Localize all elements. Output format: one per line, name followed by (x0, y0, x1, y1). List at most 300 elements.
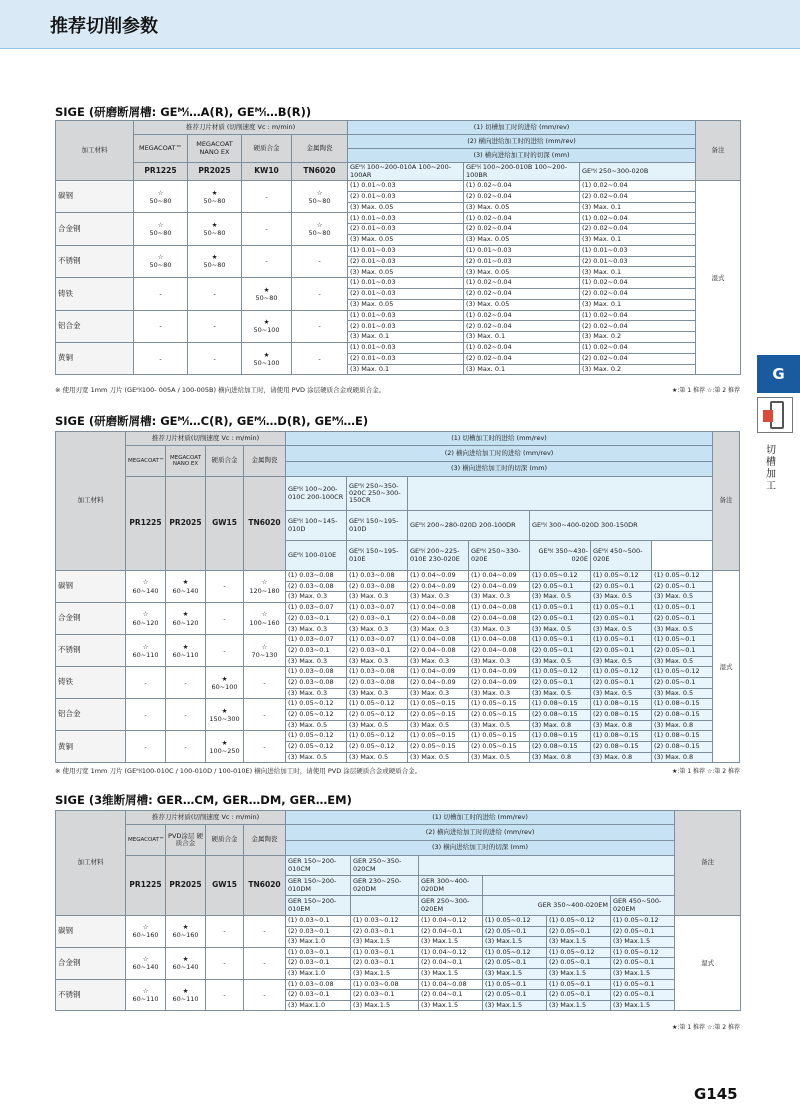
param-value: (2) 0.05~0.15 (469, 742, 530, 753)
grade-speed: - (292, 278, 348, 310)
grade-speed: ★ 60~140 (166, 571, 206, 603)
param-value: (1) 0.02~0.04 (464, 213, 580, 224)
section-tab-label: 切槽加工 (766, 445, 776, 492)
grade-speed: - (126, 667, 166, 699)
param-value: (1) 0.01~0.03 (464, 245, 580, 256)
param-value: (2) 0.05~0.1 (652, 645, 713, 656)
param-value: (1) 0.03~0.08 (286, 571, 347, 582)
param-value: (2) 0.05~0.15 (408, 709, 469, 720)
param-value: (2) 0.01~0.03 (348, 256, 464, 267)
param-value: (3) Max. 0.3 (408, 656, 469, 667)
param-value: (2) 0.02~0.04 (464, 224, 580, 235)
param-value: (1) 0.05~0.1 (652, 635, 713, 646)
param-value: (3) Max. 0.3 (469, 656, 530, 667)
param-value: (1) 0.01~0.03 (348, 342, 464, 353)
param-value: (3) Max. 0.3 (286, 688, 347, 699)
param-value: (1) 0.04~0.08 (469, 635, 530, 646)
param-value: (1) 0.02~0.04 (580, 213, 696, 224)
table-row (56, 245, 741, 256)
param-value: (1) 0.05~0.12 (611, 947, 675, 958)
param-value: (3) Max. 0.5 (652, 592, 713, 603)
param-value: (1) 0.01~0.03 (348, 181, 464, 192)
grade-speed: ☆ 50~80 (292, 213, 348, 245)
empty-cell (483, 876, 675, 896)
param-value: (3) Max. 0.5 (591, 688, 652, 699)
code-gw15: GW15 (206, 477, 244, 571)
param-value: (3) Max.1.5 (419, 968, 483, 979)
param-value: (2) 0.04~0.08 (469, 645, 530, 656)
param-value: (3) Max. 0.05 (348, 299, 464, 310)
grade-speed: ☆ 60~120 (126, 603, 166, 635)
grade-speed: ☆ 50~80 (292, 181, 348, 213)
param-value: (3) Max. 0.5 (286, 720, 347, 731)
param-value: (3) Max. 0.5 (652, 688, 713, 699)
table-row (56, 731, 740, 742)
code-pr1225: PR1225 (134, 163, 188, 181)
grade-speed: ★ 50~80 (188, 245, 242, 277)
insert-group-e6: GEᴹ⁄ₗ 450~500-020E (591, 541, 652, 571)
param-value: (3) Max. 0.8 (530, 752, 591, 763)
cond-2: (2) 横向进给加工时的进给 (mm/rev) (348, 135, 696, 149)
grade-speed: ★ 100~250 (206, 731, 244, 763)
grade-speed: - (244, 947, 286, 979)
param-value: (3) Max. 0.05 (348, 234, 464, 245)
param-value: (1) 0.03~0.12 (351, 916, 419, 927)
param-value: (3) Max. 0.05 (464, 299, 580, 310)
mat-label: 加工材料 (56, 121, 134, 181)
material-name: 铝合金 (56, 310, 134, 342)
grade-cermet: 金属陶瓷 (244, 825, 286, 856)
param-value: (2) 0.01~0.03 (348, 288, 464, 299)
param-value: (1) 0.05~0.12 (652, 571, 713, 582)
param-value: (3) Max. 0.8 (591, 752, 652, 763)
grade-megacoat: MEGACOAT™ (126, 446, 166, 477)
param-value: (1) 0.08~0.15 (652, 731, 713, 742)
param-value: (3) Max. 0.3 (286, 624, 347, 635)
material-name: 铝合金 (56, 699, 126, 731)
param-value: (1) 0.05~0.12 (652, 667, 713, 678)
param-value: (2) 0.01~0.03 (348, 353, 464, 364)
mat-label: 加工材料 (56, 811, 126, 916)
param-value: (1) 0.05~0.1 (547, 979, 611, 990)
param-value: (3) Max. 0.3 (408, 688, 469, 699)
param-value: (2) 0.01~0.03 (348, 321, 464, 332)
grade-speed: - (292, 310, 348, 342)
grade-header: 推荐刀片材质 (切削速度 Vc : m/min) (134, 121, 348, 135)
table-row (56, 278, 741, 289)
page-header-band (0, 0, 800, 48)
param-value: (2) 0.03~0.08 (286, 581, 347, 592)
param-value: (1) 0.04~0.08 (408, 603, 469, 614)
insert-group-b: GEᴹ⁄ₗ 100~200-010B 100~200-100BR (464, 163, 580, 181)
param-value: (2) 0.05~0.1 (547, 990, 611, 1001)
param-value: (3) Max.1.5 (547, 937, 611, 948)
param-value: (3) Max.1.5 (351, 968, 419, 979)
grade-speed: - (134, 310, 188, 342)
param-value: (2) 0.03~0.1 (351, 926, 419, 937)
insert-group-d3: GEᴹ⁄ₗ 200~280-020D 200-100DR (408, 511, 530, 541)
param-value: (3) Max. 0.05 (464, 267, 580, 278)
insert-group-dm1: GER 150~200-010DM (286, 876, 351, 896)
param-value: (1) 0.05~0.12 (286, 699, 347, 710)
param-value: (1) 0.05~0.12 (347, 699, 408, 710)
insert-group-e3: GEᴹ⁄ₗ 200~225-010E 230-020E (408, 541, 469, 571)
grade-speed: ☆ 120~180 (244, 571, 286, 603)
param-value: (2) 0.02~0.04 (464, 288, 580, 299)
insert-group-dm3: GER 300~400-020DM (419, 876, 483, 896)
insert-group-d2: GEᴹ⁄ₗ 150~195-010D (347, 511, 408, 541)
grade-header: 推荐刀片材质(切削速度 Vc : m/min) (126, 811, 286, 825)
grade-speed: ☆ 60~110 (126, 635, 166, 667)
material-name: 合金钢 (56, 947, 126, 979)
param-value: (2) 0.05~0.12 (286, 709, 347, 720)
param-value: (3) Max. 0.5 (652, 624, 713, 635)
material-name: 黄铜 (56, 731, 126, 763)
page-title: 推荐切削参数 (50, 16, 158, 37)
grade-speed: ★ 50~80 (188, 181, 242, 213)
remark-wet: 湿式 (696, 181, 741, 375)
param-value: (1) 0.05~0.1 (483, 979, 547, 990)
param-value: (3) Max. 0.3 (347, 624, 408, 635)
param-value: (2) 0.01~0.03 (580, 256, 696, 267)
param-value: (3) Max. 0.1 (464, 332, 580, 343)
cond-2: (2) 横向进给加工时的进给 (mm/rev) (286, 446, 713, 462)
insert-group-e1: GEᴹ⁄ₗ 100-010E (286, 541, 347, 571)
param-value: (1) 0.02~0.04 (580, 278, 696, 289)
param-value: (3) Max. 0.1 (580, 299, 696, 310)
cond-3: (3) 横向进给加工时的切深 (mm) (286, 841, 675, 856)
param-value: (1) 0.05~0.15 (408, 699, 469, 710)
param-value: (2) 0.05~0.1 (547, 926, 611, 937)
header-divider (0, 48, 800, 49)
param-value: (3) Max. 0.2 (580, 364, 696, 375)
param-value: (3) Max. 0.5 (286, 752, 347, 763)
param-value: (2) 0.05~0.1 (483, 958, 547, 969)
material-name: 不锈钢 (56, 245, 134, 277)
param-value: (1) 0.04~0.09 (408, 571, 469, 582)
empty-cell (408, 477, 713, 511)
param-value: (1) 0.04~0.12 (419, 947, 483, 958)
param-value: (3) Max.1.0 (286, 968, 351, 979)
remark-header: 备注 (696, 121, 741, 181)
material-name: 碳钢 (56, 916, 126, 948)
param-value: (3) Max. 0.5 (408, 752, 469, 763)
grade-speed: - (166, 699, 206, 731)
param-value: (3) Max. 0.05 (348, 202, 464, 213)
insert-group-cm2: GER 250~350-020CM (351, 856, 419, 876)
param-value: (2) 0.04~0.08 (408, 645, 469, 656)
param-value: (3) Max.1.0 (286, 1000, 351, 1011)
table-row (56, 979, 741, 990)
param-value: (1) 0.04~0.08 (419, 979, 483, 990)
code-tn6020: TN6020 (292, 163, 348, 181)
param-value: (3) Max. 0.5 (408, 720, 469, 731)
param-value: (2) 0.02~0.04 (464, 191, 580, 202)
param-value: (2) 0.01~0.03 (348, 224, 464, 235)
param-value: (2) 0.03~0.1 (286, 958, 351, 969)
param-value: (2) 0.05~0.1 (591, 645, 652, 656)
insert-group-d4: GEᴹ⁄ₗ 300~400-020D 300-150DR (530, 511, 713, 541)
cond-3: (3) 横向进给加工时的切深 (mm) (286, 462, 713, 477)
param-value: (2) 0.03~0.1 (347, 613, 408, 624)
grade-speed: - (206, 947, 244, 979)
param-value: (2) 0.05~0.1 (591, 581, 652, 592)
param-value: (1) 0.03~0.07 (286, 603, 347, 614)
param-value: (3) Max. 0.3 (408, 624, 469, 635)
param-value: (2) 0.05~0.1 (611, 958, 675, 969)
param-value: (3) Max. 0.5 (469, 752, 530, 763)
param-value: (3) Max. 0.1 (348, 364, 464, 375)
table2 (55, 431, 740, 763)
insert-group-em2: GER 250~300-020EM (419, 896, 483, 916)
grade-speed: - (244, 916, 286, 948)
param-value: (1) 0.03~0.08 (347, 571, 408, 582)
param-value: (2) 0.05~0.12 (347, 709, 408, 720)
param-value: (1) 0.05~0.15 (469, 699, 530, 710)
insert-group-b2: GEᴹ⁄ₗ 250~300-020B (580, 163, 696, 181)
param-value: (2) 0.05~0.1 (652, 677, 713, 688)
table2-title: SIGE (研磨断屑槽: GEᴹ⁄ₗ…C(R), GEᴹ⁄ₗ…D(R), GEᴹ⁄ₗ…E) (55, 414, 369, 428)
code-tn6020: TN6020 (244, 856, 286, 916)
table-row (56, 342, 741, 353)
grade-speed: ★ 50~100 (242, 310, 292, 342)
param-value: (3) Max. 0.1 (464, 364, 580, 375)
param-value: (1) 0.03~0.1 (351, 947, 419, 958)
grade-header: 推荐刀片材质(切削速度 Vc : m/min) (126, 432, 286, 446)
param-value: (3) Max. 0.8 (530, 720, 591, 731)
param-value: (2) 0.05~0.12 (286, 742, 347, 753)
material-name: 不锈钢 (56, 979, 126, 1011)
grade-speed: - (244, 979, 286, 1011)
param-value: (2) 0.03~0.1 (286, 613, 347, 624)
code-kw10: KW10 (242, 163, 292, 181)
param-value: (3) Max. 0.5 (530, 592, 591, 603)
grade-speed: - (134, 342, 188, 374)
param-value: (2) 0.08~0.15 (652, 709, 713, 720)
empty-cell (419, 856, 675, 876)
section-tab-letter[interactable]: G (757, 355, 800, 393)
grade-speed: - (188, 278, 242, 310)
param-value: (1) 0.03~0.08 (286, 667, 347, 678)
param-value: (3) Max.1.5 (351, 1000, 419, 1011)
param-value: (1) 0.02~0.04 (464, 310, 580, 321)
param-value: (3) Max.1.5 (611, 1000, 675, 1011)
param-value: (1) 0.02~0.04 (580, 310, 696, 321)
param-value: (1) 0.04~0.09 (469, 667, 530, 678)
param-value: (1) 0.08~0.15 (530, 731, 591, 742)
param-value: (1) 0.05~0.1 (652, 603, 713, 614)
insert-group-a: GEᴹ⁄ₗ 100~200-010A 100~200-100AR (348, 163, 464, 181)
param-value: (2) 0.02~0.04 (580, 224, 696, 235)
param-value: (3) Max. 0.5 (347, 720, 408, 731)
param-value: (1) 0.03~0.07 (347, 635, 408, 646)
param-value: (2) 0.02~0.04 (580, 353, 696, 364)
table-row (56, 181, 741, 192)
insert-group-em3: GER 350~400-020EM (483, 896, 611, 916)
param-value: (2) 0.03~0.1 (351, 958, 419, 969)
param-value: (2) 0.05~0.1 (591, 677, 652, 688)
param-value: (3) Max. 0.3 (408, 592, 469, 603)
param-value: (2) 0.04~0.09 (469, 581, 530, 592)
grade-speed: ★ 50~80 (188, 213, 242, 245)
param-value: (1) 0.02~0.04 (580, 342, 696, 353)
param-value: (2) 0.05~0.1 (530, 677, 591, 688)
param-value: (2) 0.05~0.15 (469, 709, 530, 720)
insert-group-e4: GEᴹ⁄ₗ 250~330-020E (469, 541, 530, 571)
table-row (56, 603, 740, 614)
param-value: (1) 0.04~0.09 (408, 667, 469, 678)
table3-title: SIGE (3维断屑槽: GER…CM, GER…DM, GER…EM) (55, 793, 352, 807)
grade-speed: - (188, 342, 242, 374)
grade-speed: - (242, 213, 292, 245)
param-value: (1) 0.02~0.04 (464, 181, 580, 192)
code-pr1225: PR1225 (126, 856, 166, 916)
param-value: (3) Max.1.5 (419, 1000, 483, 1011)
param-value: (2) 0.02~0.04 (580, 321, 696, 332)
grade-speed: - (134, 278, 188, 310)
param-value: (2) 0.02~0.04 (464, 353, 580, 364)
param-value: (2) 0.04~0.1 (419, 926, 483, 937)
param-value: (3) Max. 0.5 (530, 688, 591, 699)
param-value: (1) 0.03~0.08 (347, 667, 408, 678)
grade-pvd: PVD涂层 硬质合金 (166, 825, 206, 856)
param-value: (3) Max. 0.3 (286, 656, 347, 667)
insert-group-dm2: GER 230~250-020DM (351, 876, 419, 896)
table1 (55, 120, 741, 375)
param-value: (3) Max. 0.5 (469, 720, 530, 731)
param-value: (1) 0.05~0.12 (483, 947, 547, 958)
param-value: (1) 0.03~0.07 (347, 603, 408, 614)
mat-label: 加工材料 (56, 432, 126, 571)
param-value: (2) 0.05~0.1 (483, 990, 547, 1001)
param-value: (2) 0.01~0.03 (464, 256, 580, 267)
grade-speed: ★ 60~120 (166, 603, 206, 635)
grade-speed: ★ 60~140 (166, 947, 206, 979)
param-value: (3) Max. 0.3 (286, 592, 347, 603)
param-value: (3) Max. 0.5 (591, 592, 652, 603)
param-value: (2) 0.05~0.1 (547, 958, 611, 969)
param-value: (2) 0.05~0.1 (611, 990, 675, 1001)
param-value: (3) Max. 0.2 (580, 332, 696, 343)
param-value: (2) 0.08~0.15 (591, 709, 652, 720)
grooving-tool-icon (757, 397, 793, 433)
table3-legend: ★:第 1 推荐 ☆:第 2 推荐 (672, 1024, 740, 1031)
grade-speed: - (292, 342, 348, 374)
table1-legend: ★:第 1 推荐 ☆:第 2 推荐 (672, 387, 740, 394)
material-name: 合金钢 (56, 603, 126, 635)
param-value: (1) 0.05~0.15 (408, 731, 469, 742)
param-value: (1) 0.03~0.1 (286, 947, 351, 958)
param-value: (3) Max. 0.5 (530, 656, 591, 667)
code-pr1225: PR1225 (126, 477, 166, 571)
param-value: (3) Max.1.5 (351, 937, 419, 948)
param-value: (1) 0.03~0.08 (351, 979, 419, 990)
grade-speed: - (292, 245, 348, 277)
param-value: (3) Max.1.5 (547, 1000, 611, 1011)
param-value: (2) 0.03~0.08 (347, 581, 408, 592)
param-value: (2) 0.08~0.15 (652, 742, 713, 753)
param-value: (1) 0.01~0.03 (348, 245, 464, 256)
insert-group-c1: GEᴹ⁄ₗ 100~200-010C 200-100CR (286, 477, 347, 511)
grade-speed: - (206, 916, 244, 948)
param-value: (1) 0.02~0.04 (580, 181, 696, 192)
grade-speed: - (206, 571, 244, 603)
grade-speed: - (206, 979, 244, 1011)
param-value: (1) 0.05~0.1 (530, 635, 591, 646)
code-pr2025: PR2025 (188, 163, 242, 181)
param-value: (1) 0.04~0.08 (469, 603, 530, 614)
param-value: (2) 0.04~0.09 (469, 677, 530, 688)
param-value: (2) 0.03~0.1 (347, 645, 408, 656)
param-value: (2) 0.05~0.12 (347, 742, 408, 753)
param-value: (2) 0.05~0.1 (591, 613, 652, 624)
grade-carbide: 硬质合金 (242, 135, 292, 163)
material-name: 不锈钢 (56, 635, 126, 667)
grade-speed: ☆ 60~140 (126, 947, 166, 979)
param-value: (2) 0.05~0.15 (408, 742, 469, 753)
param-value: (1) 0.05~0.12 (286, 731, 347, 742)
grade-speed: ☆ 60~110 (126, 979, 166, 1011)
param-value: (2) 0.08~0.15 (530, 709, 591, 720)
param-value: (1) 0.05~0.12 (483, 916, 547, 927)
grade-speed: - (166, 731, 206, 763)
table-row (56, 699, 740, 710)
grade-speed: ★ 150~300 (206, 699, 244, 731)
page-number: G145 (694, 1085, 738, 1103)
cond-3: (3) 横向进给加工时的切深 (mm) (348, 149, 696, 163)
param-value: (3) Max. 0.8 (591, 720, 652, 731)
param-value: (1) 0.05~0.1 (530, 603, 591, 614)
param-value: (1) 0.05~0.12 (530, 571, 591, 582)
grade-speed: ★ 50~100 (242, 342, 292, 374)
material-name: 碳钢 (56, 181, 134, 213)
param-value: (2) 0.05~0.1 (483, 926, 547, 937)
param-value: (1) 0.05~0.12 (530, 667, 591, 678)
remark-header: 备注 (713, 432, 740, 571)
param-value: (3) Max. 0.5 (530, 624, 591, 635)
table1-title: SIGE (研磨断屑槽: GEᴹ⁄ₗ…A(R), GEᴹ⁄ₗ…B(R)) (55, 105, 312, 119)
param-value: (2) 0.04~0.09 (408, 677, 469, 688)
param-value: (2) 0.04~0.1 (419, 990, 483, 1001)
cond-2: (2) 横向进给加工时的进给 (mm/rev) (286, 825, 675, 841)
grade-speed: - (206, 603, 244, 635)
param-value: (3) Max. 0.3 (469, 688, 530, 699)
table-row (56, 635, 740, 646)
param-value: (2) 0.04~0.1 (419, 958, 483, 969)
param-value: (3) Max. 0.1 (580, 234, 696, 245)
empty-cell (351, 896, 419, 916)
param-value: (1) 0.05~0.12 (591, 571, 652, 582)
param-value: (2) 0.03~0.1 (351, 990, 419, 1001)
insert-group-cm1: GER 150~200-010CM (286, 856, 351, 876)
param-value: (3) Max.1.5 (547, 968, 611, 979)
param-value: (2) 0.05~0.1 (652, 581, 713, 592)
grade-cermet: 金属陶瓷 (292, 135, 348, 163)
param-value: (2) 0.03~0.1 (286, 645, 347, 656)
grade-speed: - (244, 731, 286, 763)
grade-megacoat: MEGACOAT™ (134, 135, 188, 163)
grade-speed: ☆ 50~80 (134, 245, 188, 277)
grade-cermet: 金属陶瓷 (244, 446, 286, 477)
param-value: (1) 0.05~0.1 (591, 603, 652, 614)
material-name: 合金钢 (56, 213, 134, 245)
param-value: (3) Max.1.5 (483, 968, 547, 979)
param-value: (1) 0.05~0.1 (591, 635, 652, 646)
grade-speed: ★ 60~110 (166, 979, 206, 1011)
table-row (56, 947, 741, 958)
param-value: (1) 0.04~0.12 (419, 916, 483, 927)
param-value: (2) 0.04~0.08 (469, 613, 530, 624)
